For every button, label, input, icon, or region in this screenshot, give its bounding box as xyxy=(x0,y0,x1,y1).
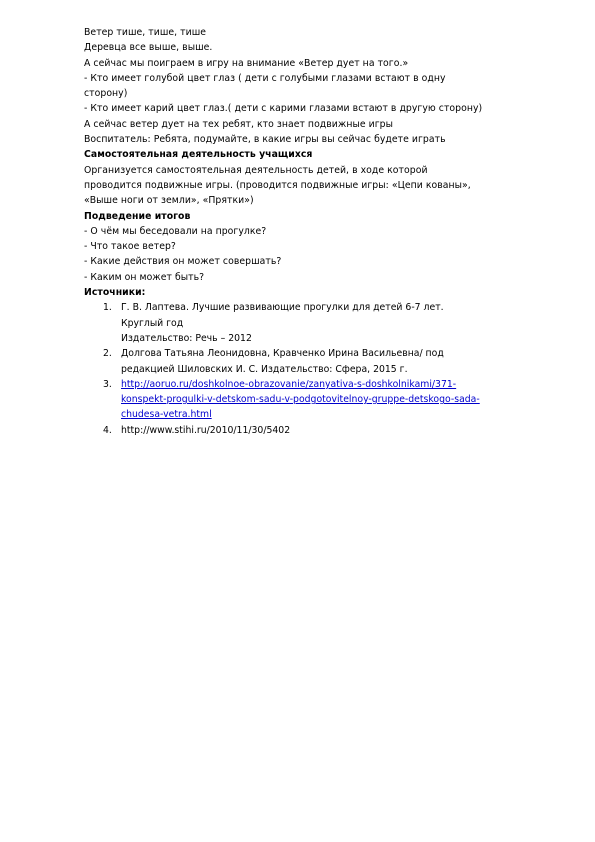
poem-line-1: Ветер тише, тише, тише xyxy=(84,27,207,38)
source-item-2 xyxy=(84,346,564,377)
source-text: Круглый год xyxy=(121,317,184,329)
source-text: редакцией Шиловских И. С. Издательство: Сфера, 2015 г. xyxy=(121,363,408,375)
source-text: Г. В. Лаптева. Лучшие развивающие прогулки для детей 6-7 лет. xyxy=(121,302,444,314)
sources-heading: Источники: xyxy=(84,287,146,299)
list-number: 2. xyxy=(103,348,112,360)
instruction-games: А сейчас ветер дует на тех ребят, кто знает подвижные игры xyxy=(84,118,393,130)
list-number: 3. xyxy=(103,378,112,390)
teacher-line: Воспитатель: Ребята, подумайте, в какие игры вы сейчас будете играть xyxy=(84,134,446,146)
section1-line: «Выше ноги от земли», «Прятки») xyxy=(84,195,254,207)
source-text: Долгова Татьяна Леонидовна, Кравченко Ирина Васильевна/ под xyxy=(121,348,444,360)
instruction-blue-eyes: - Кто имеет голубой цвет глаз ( дети с голубыми глазами встают в одну xyxy=(84,72,446,84)
section1-line: проводится подвижные игры. (проводится подвижные игры: «Цепи кованы», xyxy=(84,179,471,191)
source-item-1 xyxy=(84,300,564,346)
summary-question: - Каким он может быть? xyxy=(84,271,205,283)
section1-line: Организуется самостоятельная деятельность детей, в ходе которой xyxy=(84,164,428,176)
instruction-brown-eyes: - Кто имеет карий цвет глаз.( дети с карими глазами встают в другую сторону) xyxy=(84,103,483,115)
source-item-3[interactable] xyxy=(84,377,564,423)
summary-question: - О чём мы беседовали на прогулке? xyxy=(84,225,267,237)
document-page xyxy=(84,25,564,438)
list-number: 1. xyxy=(103,302,112,314)
source-text: Издательство: Речь – 2012 xyxy=(121,332,252,344)
list-number: 4. xyxy=(103,424,112,436)
summary-question: - Какие действия он может совершать? xyxy=(84,256,282,268)
sources-list xyxy=(84,300,564,438)
source-text: http://www.stihi.ru/2010/11/30/5402 xyxy=(121,424,291,436)
summary-question: - Что такое ветер? xyxy=(84,241,176,253)
source-link[interactable]: konspekt-progulki-v-detskom-sadu-v-podgotovitelnoy-gruppe-detskogo-sada- xyxy=(121,394,480,406)
section-heading-independent-activity: Самостоятельная деятельность учащихся xyxy=(84,149,313,161)
source-link[interactable]: chudesa-vetra.html xyxy=(121,409,212,421)
instruction-blue-eyes-cont: сторону) xyxy=(84,88,128,100)
source-link[interactable]: http://aoruo.ru/doshkolnoe-obrazovanie/zanyativa-s-doshkolnikami/371- xyxy=(121,378,457,390)
section-heading-summary: Подведение итогов xyxy=(84,210,191,222)
poem-line-2: Деревца все выше, выше. xyxy=(84,42,213,54)
game-intro: А сейчас мы поиграем в игру на внимание «Ветер дует на того.» xyxy=(84,57,409,69)
source-item-4 xyxy=(84,423,564,438)
